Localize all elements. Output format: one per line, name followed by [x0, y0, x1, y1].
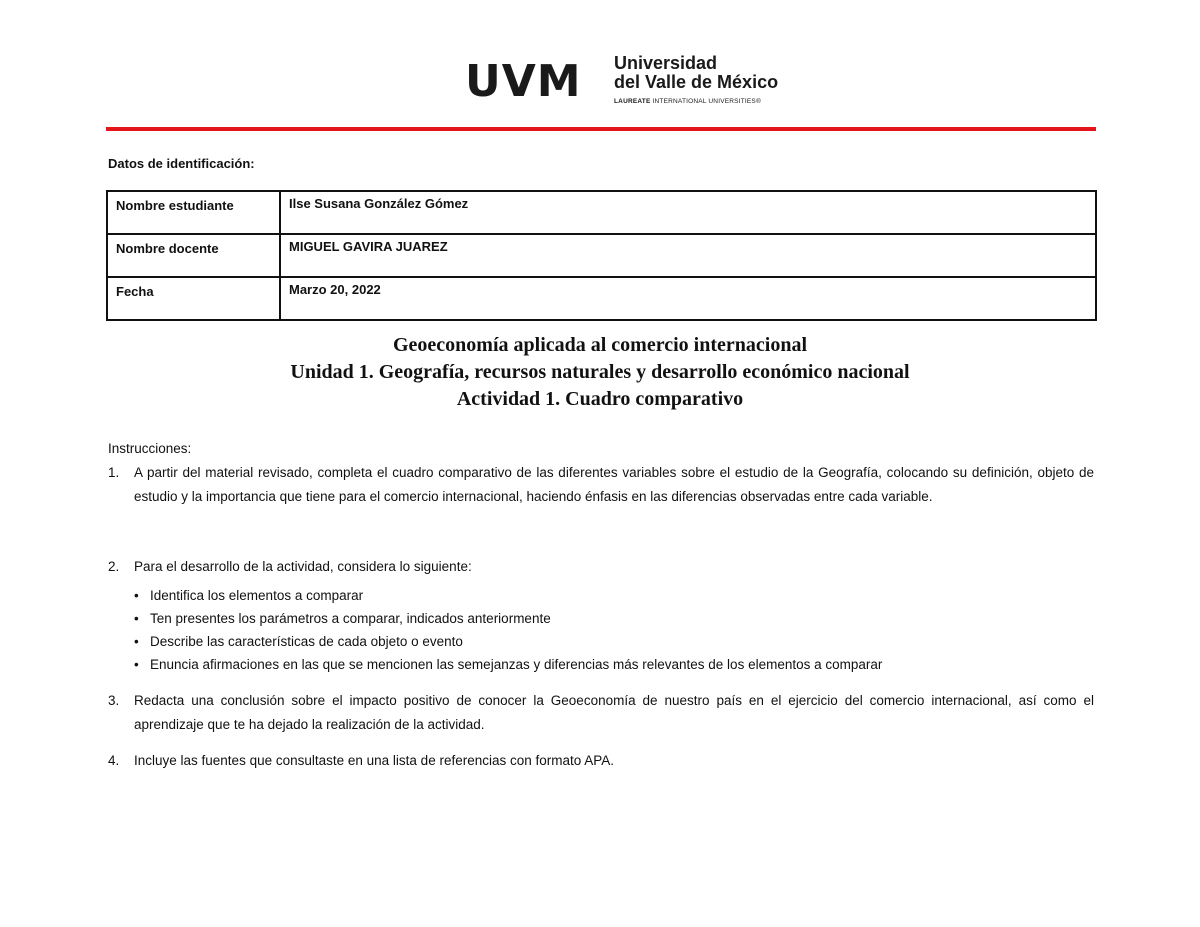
item-text: Incluye las fuentes que consultaste en una lista de referencias con formato APA.: [134, 753, 615, 768]
instructions-heading: Instrucciones:: [108, 441, 192, 456]
logo-subtitle: [614, 98, 761, 105]
row-key: Nombre estudiante: [107, 191, 280, 234]
item-number: 3.: [108, 693, 120, 708]
bullet-icon: •: [134, 634, 139, 649]
row-value: MIGUEL GAVIRA JUAREZ: [280, 234, 1096, 277]
list-item: [134, 584, 882, 607]
table-row: [107, 191, 1096, 234]
document-titles: [0, 332, 1200, 413]
table-row: [107, 234, 1096, 277]
list-item: [134, 630, 882, 653]
unit-title: Unidad 1. Geografía, recursos naturales y desarrollo económico nacional: [290, 361, 910, 383]
list-item-text: Ten presentes los parámetros a comparar, indicados anteriormente: [150, 611, 551, 626]
logo-name: [614, 54, 778, 92]
list-item-text: Describe las características de cada objeto o evento: [150, 634, 463, 649]
bullet-icon: •: [134, 657, 139, 672]
course-title: Geoeconomía aplicada al comercio internacional: [392, 334, 807, 356]
list-item: [134, 607, 882, 630]
bullet-icon: •: [134, 588, 139, 603]
bullet-icon: •: [134, 611, 139, 626]
row-key: Nombre docente: [107, 234, 280, 277]
row-key: Fecha: [107, 277, 280, 320]
considerations-list: [134, 584, 882, 676]
activity-title: Actividad 1. Cuadro comparativo: [456, 388, 744, 410]
logo-name-line2: del Valle de México: [614, 72, 779, 92]
list-item-text: Identifica los elementos a comparar: [150, 588, 364, 603]
logo-sub-bold: LAUREATE: [614, 98, 651, 105]
list-item-text: Enuncia afirmaciones en las que se mencionen las semejanzas y diferencias más relevantes de los elementos a comparar: [150, 657, 883, 672]
item-text: Redacta una conclusión sobre el impacto positivo de conocer la Geoeconomía de nuestro país en el ejercicio del comercio internacional, así como el aprendizaje que te ha dejado la realización de la actividad.: [134, 693, 1094, 732]
logo-mark: UVM: [465, 56, 582, 107]
header-divider: [106, 127, 1096, 131]
item-text: A partir del material revisado, completa el cuadro comparativo de las diferentes variables sobre el estudio de la Geografía, colocando su definición, objeto de estudio y la importancia que tiene para el comercio internacional, haciendo énfasis en las diferencias observadas entre cada variable.: [134, 465, 1094, 504]
identification-label: Datos de identificación:: [108, 156, 255, 171]
item-number: 4.: [108, 753, 120, 768]
row-value: Ilse Susana González Gómez: [280, 191, 1096, 234]
item-number: 1.: [108, 465, 120, 480]
logo-name-line1: Universidad: [614, 53, 718, 73]
table-row: [107, 277, 1096, 320]
identification-table: [106, 190, 1097, 321]
logo-sub-rest: INTERNATIONAL UNIVERSITIES®: [650, 98, 761, 105]
row-value: Marzo 20, 2022: [280, 277, 1096, 320]
item-number: 2.: [108, 559, 120, 574]
item-text: Para el desarrollo de la actividad, considera lo siguiente:: [134, 559, 472, 574]
list-item: [134, 653, 882, 676]
